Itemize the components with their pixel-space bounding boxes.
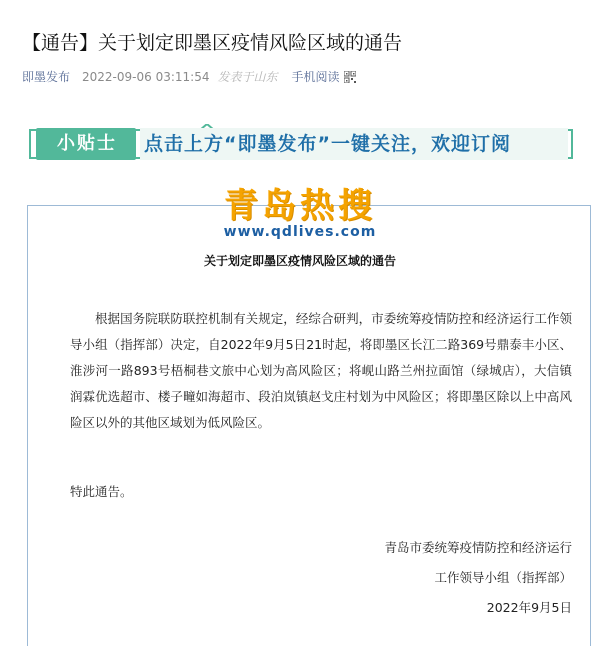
document-notice: 特此通告。 bbox=[70, 484, 133, 499]
author-link[interactable]: 即墨发布 bbox=[22, 70, 71, 84]
watermark-title: 青岛热搜 bbox=[224, 186, 376, 226]
document-title: 关于划定即墨区疫情风险区域的通告 bbox=[203, 254, 396, 268]
document-body: 根据国务院联防联控机制有关规定，经综合研判，市委统筹疫情防控和经济运行工作领导小组（指挥部）决定，自2022年9月5日21时起，将即墨区长江二路369号鼎泰丰小区、淮涉河一路893号梧桐巷文旅中心划为高风险区；将岘山路兰州拉面馆（绿城店），大信镇润霖优选超市、楼子疃如海超市、段泊岚镇赵戈庄村划为中风险区；将即墨区除以上中高风险区以外的其他区域划为低风险区。 bbox=[70, 311, 572, 430]
article-title: 【通告】关于划定即墨区疫情风险区域的通告 bbox=[22, 32, 403, 54]
signature-date: 2022年9月5日 bbox=[486, 600, 572, 615]
watermark-url: www.qdlives.com bbox=[223, 224, 377, 240]
qr-code-icon[interactable] bbox=[344, 71, 356, 83]
signature-line-1: 青岛市委统筹疫情防控和经济运行 bbox=[384, 540, 572, 555]
mobile-read-link[interactable]: 手机阅读 bbox=[291, 70, 340, 84]
article-meta bbox=[22, 68, 356, 85]
follow-banner bbox=[28, 124, 574, 164]
banner-tag: 小贴士 bbox=[57, 133, 117, 154]
signature-line-2: 工作领导小组（指挥部） bbox=[434, 570, 572, 585]
banner-slogan: 点击上方“即墨发布”一键关注，欢迎订阅 bbox=[144, 133, 511, 155]
publish-location: 发表于山东 bbox=[217, 70, 278, 84]
publish-date: 2022-09-06 03:11:54 bbox=[82, 69, 210, 84]
